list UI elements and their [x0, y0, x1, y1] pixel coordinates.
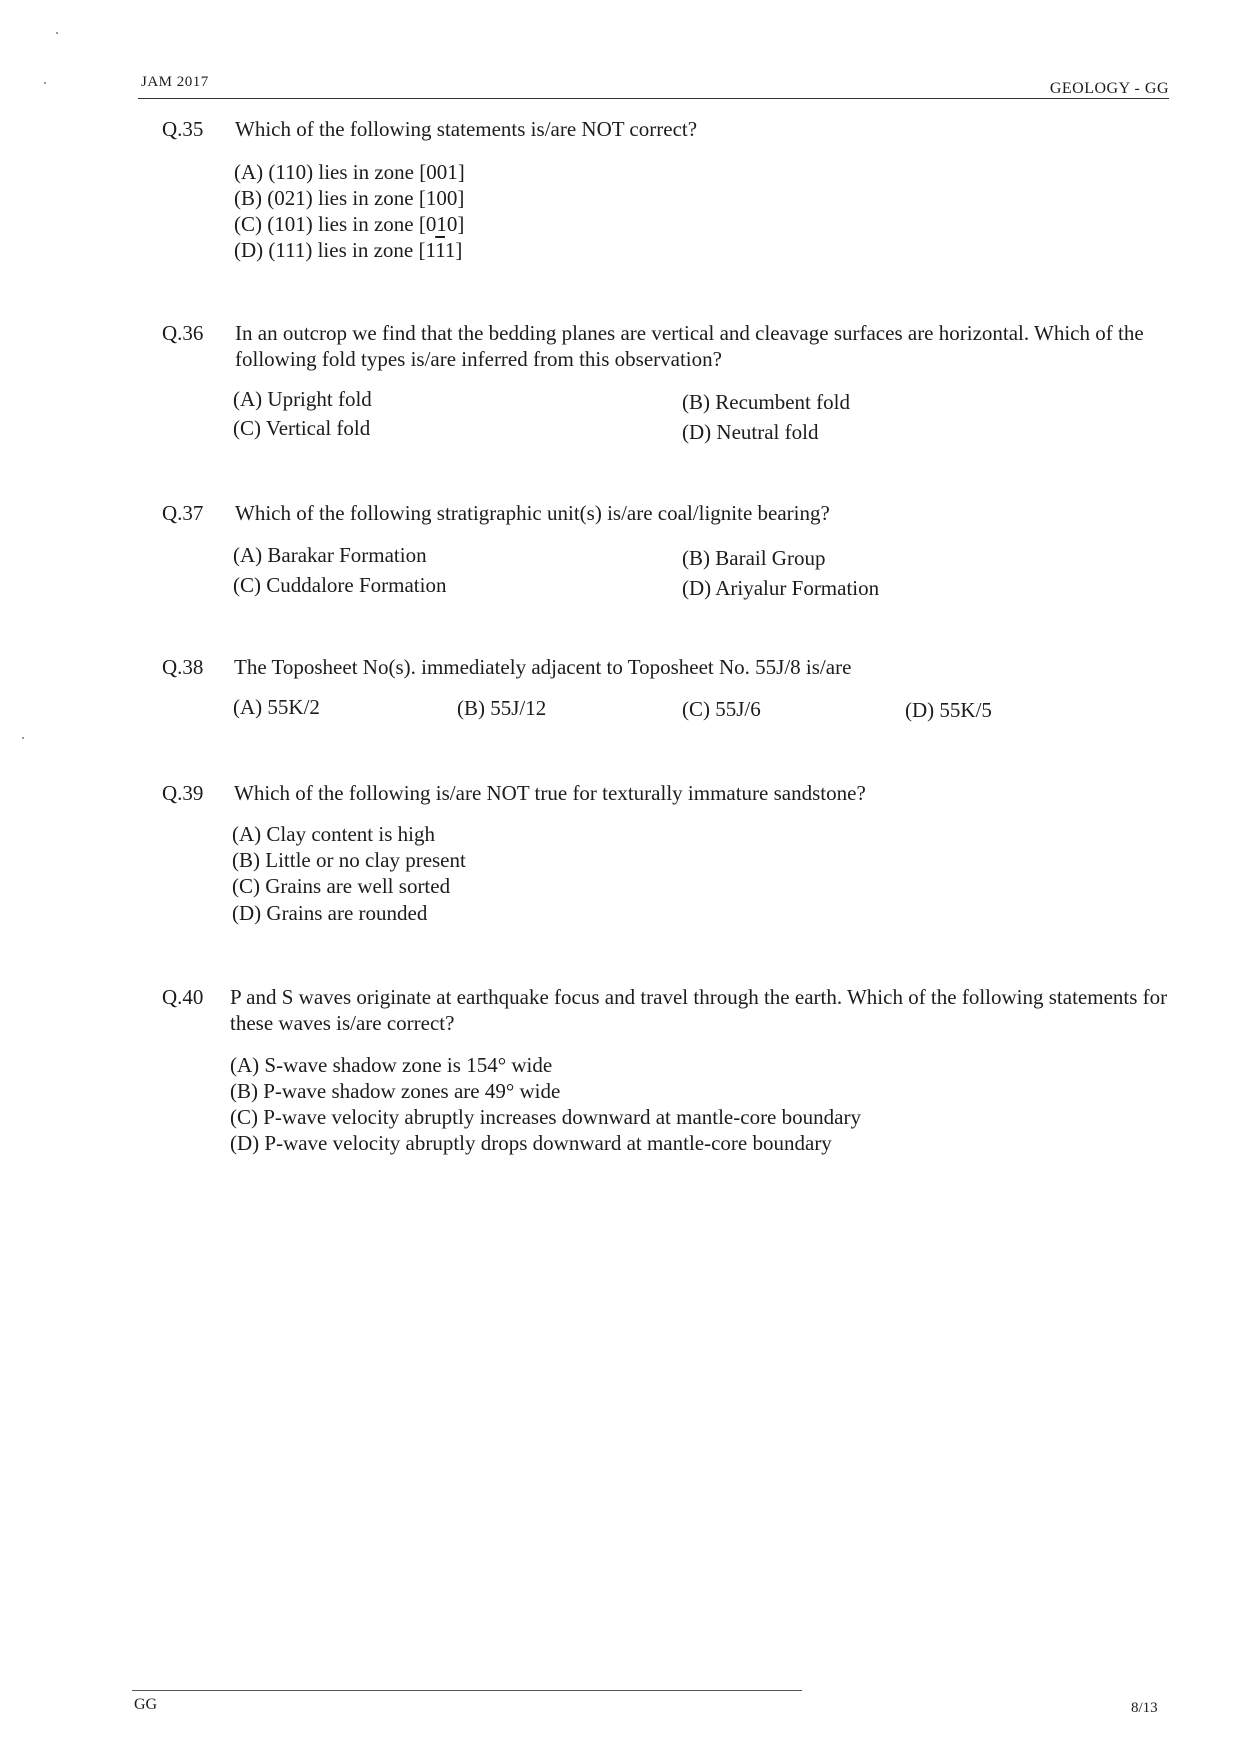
question-text: P and S waves originate at earthquake focus and travel through the earth. Which of the following statements for these waves is/are correct? — [230, 985, 1168, 1035]
question-number: Q.37 — [162, 501, 204, 525]
question-text: Which of the following statements is/are NOT correct? — [235, 117, 698, 141]
option-a: (A) S-wave shadow zone is 154° wide — [230, 1053, 553, 1077]
scan-speck — [22, 737, 24, 739]
overbar-index: 1 — [435, 238, 445, 262]
option-b: (B) P-wave shadow zones are 49° wide — [230, 1079, 561, 1103]
option-d: (D) 55K/5 — [905, 698, 992, 722]
question-number: Q.39 — [162, 781, 204, 805]
scan-speck — [56, 32, 58, 34]
header-subject: GEOLOGY - GG — [1049, 80, 1169, 97]
option-d: (D) Grains are rounded — [232, 901, 428, 925]
header-exam-name: JAM 2017 — [141, 74, 209, 90]
option-c: (C) P-wave velocity abruptly increases downward at mantle-core boundary — [230, 1105, 861, 1129]
option-a: (A) Upright fold — [233, 387, 372, 411]
question-text: Which of the following is/are NOT true for texturally immature sandstone? — [234, 781, 866, 805]
option-a: (A) 55K/2 — [233, 695, 320, 719]
option-b: (B) Little or no clay present — [232, 848, 466, 872]
option-d: (D) Neutral fold — [682, 420, 819, 444]
footer-rule — [132, 1690, 802, 1691]
footer-page-number: 8/13 — [1131, 1700, 1158, 1716]
option-b: (B) (021) lies in zone [100] — [234, 186, 465, 210]
option-c: (C) (101) lies in zone [010] — [234, 212, 465, 236]
option-d-text: (D) (111) lies in zone [1 — [234, 238, 436, 262]
option-c: (C) 55J/6 — [682, 697, 761, 721]
option-c: (C) Cuddalore Formation — [233, 573, 447, 597]
option-d: (D) P-wave velocity abruptly drops downward at mantle-core boundary — [230, 1131, 832, 1155]
question-number: Q.38 — [162, 655, 204, 679]
footer-paper-code: GG — [134, 1696, 158, 1713]
option-d — [234, 237, 462, 263]
option-b: (B) Recumbent fold — [682, 390, 850, 414]
option-c: (C) Grains are well sorted — [232, 874, 451, 898]
question-number: Q.35 — [162, 117, 204, 141]
question-text: The Toposheet No(s). immediately adjacent to Toposheet No. 55J/8 is/are — [234, 655, 852, 679]
option-d: (D) Ariyalur Formation — [682, 576, 880, 600]
scan-speck — [44, 82, 46, 84]
option-d-end: 1] — [444, 238, 463, 262]
option-a: (A) (110) lies in zone [001] — [234, 160, 465, 184]
option-b: (B) Barail Group — [682, 546, 826, 570]
option-c: (C) Vertical fold — [233, 416, 371, 440]
question-number: Q.36 — [162, 321, 204, 345]
question-text: In an outcrop we find that the bedding planes are vertical and cleavage surfaces are horizontal. Which of the following fold types is/are inferred from this observation? — [235, 321, 1144, 371]
option-a: (A) Clay content is high — [232, 822, 435, 846]
option-b: (B) 55J/12 — [457, 696, 547, 720]
option-a: (A) Barakar Formation — [233, 543, 427, 567]
header-rule — [138, 98, 1169, 99]
question-number: Q.40 — [162, 985, 204, 1009]
question-text: Which of the following stratigraphic unit(s) is/are coal/lignite bearing? — [235, 501, 830, 525]
